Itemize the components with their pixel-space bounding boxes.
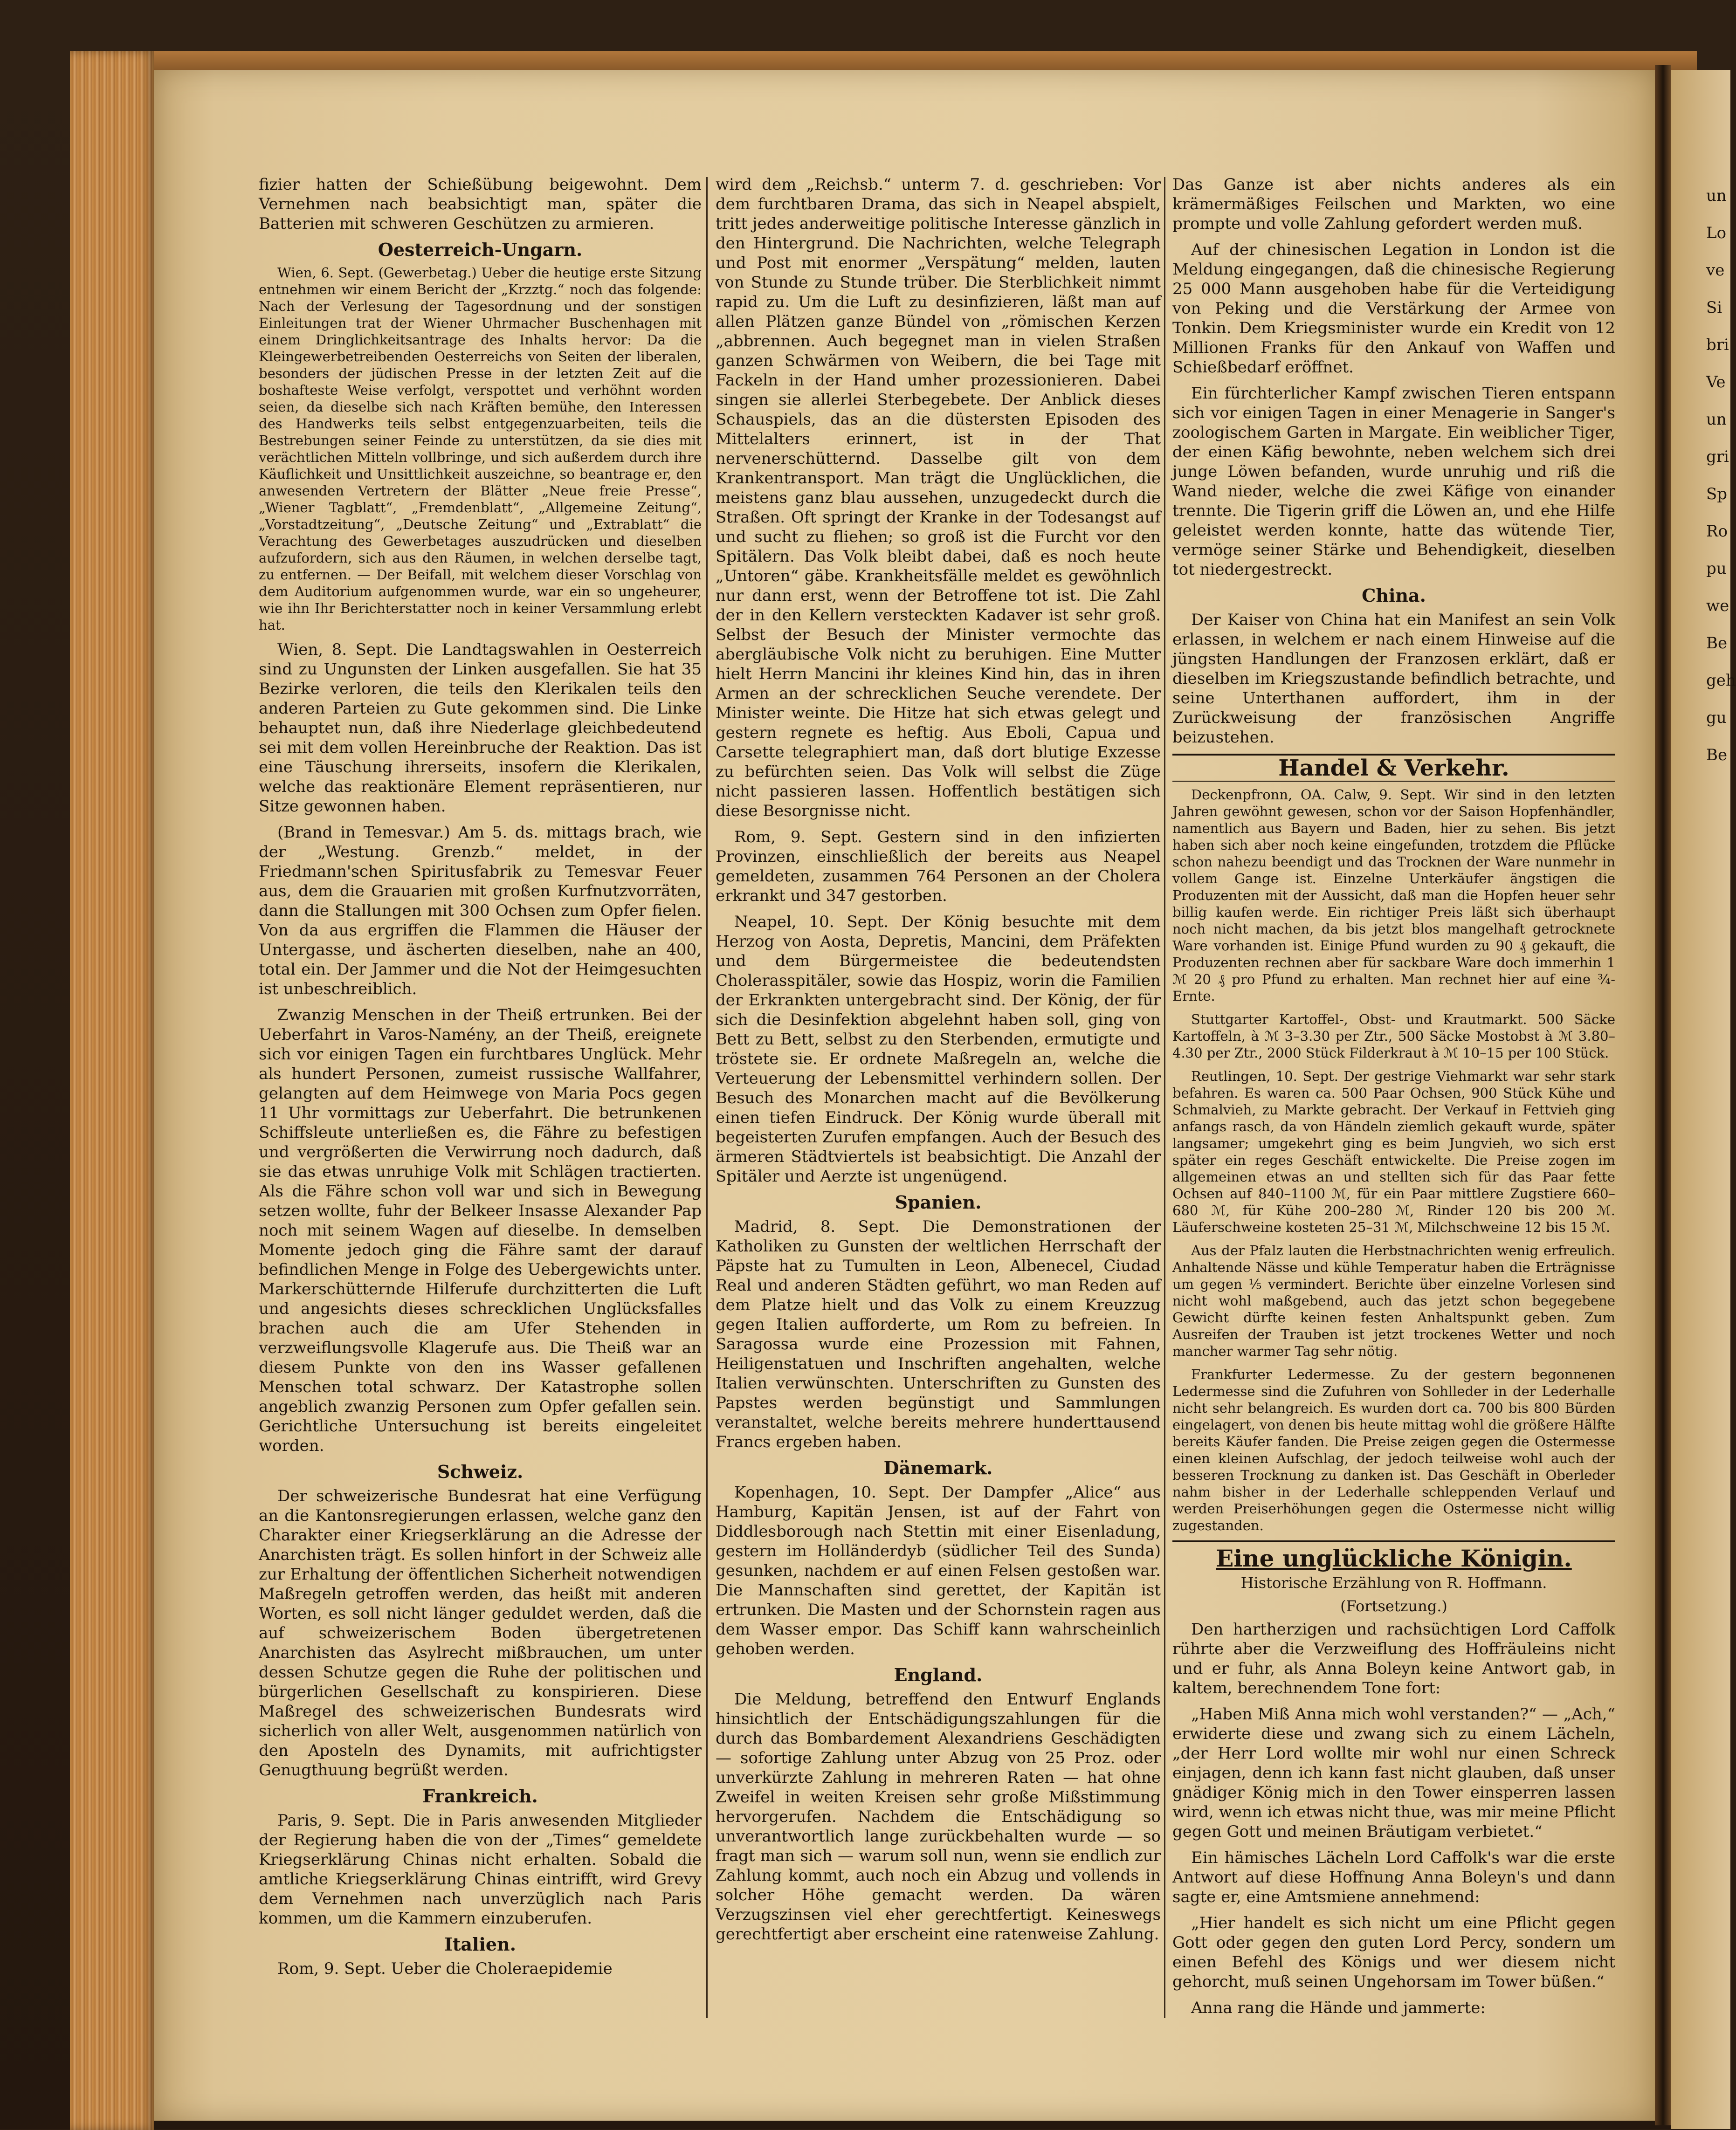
column-1 xyxy=(259,175,702,1985)
next-page-fragment: Ro xyxy=(1706,522,1728,541)
next-page-fragment: Sp xyxy=(1706,485,1728,503)
article-text: Paris, 9. Sept. Die in Paris anwesenden Mitglieder der Regierung haben die von der „Times“ gemeldete Kriegserklärung Chinas nicht erhalten. Sobald die amtliche Kriegserklärung Chinas eintrifft, wird Grevy dem Vernehmen nach unverzüglich nach Paris kommen, um die Kammern einzuberufen. xyxy=(259,1811,702,1928)
next-page-text-fragments xyxy=(1706,177,1736,774)
next-page-fragment: bri xyxy=(1706,336,1729,354)
market-report: Deckenpfronn, OA. Calw, 9. Sept. Wir sind in den letzten Jahren gewöhnt gewesen, schon vor der Saison Hopfenhändler, namentlich aus Bayern und Baden, hier zu sehen. Bis jetzt haben sich aber noch keine eingefunden, trotzdem die Pflücke schon nahezu beendigt und das Trocknen der Ware nunmehr in vollem Gange ist. Einzelne Unterkäufer ängstigen die Produzenten mit der Aussicht, daß man die Hopfen heuer sehr billig kaufen werde. Ein richtiger Preis läßt sich überhaupt noch nicht machen, da bis jetzt blos mangelhaft getrocknete Ware vorhanden ist. Einige Pfund wurden zu 90 ₰ gekauft, die Produzenten rechnen aber für sackbare Ware doch immerhin 1 ℳ 20 ₰ pro Pfund zu erhalten. Man rechnet hier auf eine ¾-Ernte. xyxy=(1172,787,1615,1004)
article-text: Wien, 6. Sept. (Gewerbetag.) Ueber die heutige erste Sitzung entnehmen wir einem Bericht der „Krzztg.“ noch das folgende: Nach der Verlesung der Tagesordnung und der sonstigen Einleitungen trat der Wiener Uhrmacher Buschenhagen mit einem Dringlichkeitsantrage des Inhalts hervor: Da die Kleingewerbetreibenden Oesterreichs von Seiten der liberalen, besonders der jüdischen Presse in der letzten Zeit auf die boshafteste Weise verfolgt, verspottet und verhöhnt worden seien, da dieselbe sich nach Kräften bemühe, den Interessen des Handwerks teils selbst entgegenzuarbeiten, teils die Bestrebungen seiner Feinde zu unterstützen, da sie dies mit verächtlichen Mitteln vollbringe, und sich außerdem durch ihre Käuflichkeit und Unsittlichkeit auszeichne, so beantrage er, den anwesenden Vertretern der Blätter „Neue freie Presse“, „Wiener Tagblatt“, „Fremdenblatt“, „Allgemeine Zeitung“, „Vorstadtzeitung“, „Deutsche Zeitung“ und „Extrablatt“ die Verachtung des Gewerbetages auszudrücken und dieselben aufzufordern, sich aus den Räumen, in welchen derselbe tagt, zu entfernen. — Der Beifall, mit welchem dieser Vorschlag von dem Auditorium aufgenommen wurde, war ein so ungeheurer, wie ihn Ihr Berichterstatter noch in keiner Versammlung erlebt hat. xyxy=(259,265,702,633)
article-text: Ein fürchterlicher Kampf zwischen Tieren entspann sich vor einigen Tagen in einer Menagerie in Sanger's zoologischem Garten in Margate. Ein weiblicher Tiger, der einen Käfig bewohnte, neben welchem sich drei junge Löwen befanden, wurde unruhig und riß die Wand nieder, welche die zwei Käfige von einander trennte. Die Tigerin griff die Löwen an, und ehe Hilfe geleistet werden konnte, hatte das wütende Tier, vermöge seiner Stärke und Behendigkeit, dieselben tot niedergestreckt. xyxy=(1172,384,1615,579)
book-gutter xyxy=(1655,65,1671,2125)
market-report: Reutlingen, 10. Sept. Der gestrige Viehmarkt war sehr stark befahren. Es waren ca. 500 Paar Ochsen, 900 Stück Kühe und Schmalvieh, zu Markte gebracht. Der Verkauf in Fettvieh ging anfangs rasch, da von Händeln ziemlich gekauft wurde, später langsamer; umgekehrt ging es beim Jungvieh, wo sich erst später ein reges Geschäft entwickelte. Die Preise zogen im allgemeinen etwas an und stellten sich für das Paar fette Ochsen auf 840–1100 ℳ, für ein Paar mittlere Zugstiere 660–680 ℳ, für Kühe 200–280 ℳ, Rinder 120 bis 200 ℳ. Läuferschweine kosteten 25–31 ℳ, Milchschweine 12 bis 15 ℳ. xyxy=(1172,1068,1615,1235)
article-text: wird dem „Reichsb.“ unterm 7. d. geschrieben: Vor dem furchtbaren Drama, das sich in Neapel abspielt, tritt jedes anderweitige politische Interesse gänzlich in den Hintergrund. Die Nachrichten, welche Telegraph und Post mit enormer „Verspätung“ melden, lauten von Stunde zu Stunde trüber. Die Sterblichkeit nimmt rapid zu. Um die Luft zu desinfizieren, läßt man auf allen Plätzen ganze Bündel von „römischen Kerzen „abbrennen. Auch begegnet man in vielen Straßen ganzen Schwärmen von Weibern, die bei Tage mit Fackeln in der Hand umher prozessionieren. Dabei singen sie allerlei Sterbegebete. Der Anblick dieses Schauspiels, das an die düstersten Episoden des Mittelalters erinnert, ist in der That nervenerschütternd. Dasselbe gilt von dem Krankentransport. Man trägt die Unglücklichen, die meistens ganz blau aussehen, unzugedeckt durch die Straßen. Oft springt der Kranke in der Todesangst auf und sucht zu fliehen; so groß ist die Furcht vor den Spitälern. Das Volk bleibt dabei, daß es noch heute „Untoren“ gäbe. Krankheitsfälle meldet es gewöhnlich nur dann erst, wenn der Betroffene tot ist. Die Zahl der in den Kellern versteckten Kadaver ist sehr groß. Selbst der Besuch der Minister vermochte das abergläubische Volk nicht zu beruhigen. Eine Mutter hielt Herrn Mancini ihr kleines Kind hin, das in ihren Armen an der schrecklichen Seuche verendete. Der Minister weinte. Die Hitze hat sich etwas gelegt und gestern regnete es heftig. Aus Eboli, Capua und Carsette telegraphiert man, daß dort blutige Exzesse zu befürchten seien. Das Volk will selbst die Züge nicht passieren lassen. Hoffentlich bestätigen sich diese Besorgnisse nicht. xyxy=(716,175,1161,820)
serial-story-title: Eine unglückliche Königin. xyxy=(1172,1540,1615,1568)
article-text: Die Meldung, betreffend den Entwurf Englands hinsichtlich der Entschädigungszahlungen für die durch das Bombardement Alexandriens Geschädigten — sofortige Zahlung unter Abzug von 25 Proz. oder unverkürzte Zahlung in mehreren Raten — hat ohne Zweifel in weiten Kreisen sehr große Mißstimmung hervorgerufen. Nachdem die Entschädigung so unverantwortlich lange zurückbehalten wurde — so fragt man sich — warum soll nun, wenn sie endlich zur Zahlung kommt, auch noch ein Abzug und vollends in solcher Höhe gemacht werden. Da wären Verzugszinsen viel eher gerechtfertigt. Keineswegs gerechtfertigt aber erscheint eine ratenweise Zahlung. xyxy=(716,1690,1161,1944)
section-heading-china: China. xyxy=(1362,585,1426,606)
next-page-fragment: Si xyxy=(1706,298,1722,317)
article-text: fizier hatten der Schießübung beigewohnt. Dem Vernehmen nach beabsichtigt man, später die Batterien mit schweren Geschützen zu armieren. xyxy=(259,175,702,233)
market-report: Frankfurter Ledermesse. Zu der gestern begonnenen Ledermesse sind die Zufuhren von Sohlleder in der Lederhalle nicht sehr belangreich. Es wurden dort ca. 700 bis 800 Bürden eingelagert, von denen bis heute mittag wohl die größere Hälfte bereits Käufer fanden. Die Preise zeigen gegen die Ostermesse einen kleinen Aufschlag, der jedoch teilweise wohl auch der besseren Trocknung zu danken ist. Das Geschäft in Oberleder nahm bisher in der Lederhalle schleppenden Verlauf und werden Preiserhöhungen gegen die Ostermesse nicht willig zugestanden. xyxy=(1172,1367,1615,1533)
story-text: Anna rang die Hände und jammerte: xyxy=(1191,1999,1486,2017)
story-text: „Haben Miß Anna mich wohl verstanden?“ — „Ach,“ erwiderte diese und zwang sich zu einem Lächeln, „der Herr Lord wollte mir wohl nur einen Schreck einjagen, denn ich kann fast nicht glauben, daß unser gnädiger König mich in den Tower einsperren lassen wird, wenn ich etwas nicht thue, was mir meine Pflicht gegen Gott und meinen Bräutigam verbietet.“ xyxy=(1172,1705,1615,1841)
next-page-fragment: Lo xyxy=(1706,224,1727,242)
column-3 xyxy=(1172,175,1615,2024)
column-2 xyxy=(716,175,1161,1951)
serial-story-byline: Historische Erzählung von R. Hoffmann. xyxy=(1240,1574,1547,1592)
article-text: Rom, 9. Sept. Gestern sind in den infizierten Provinzen, einschließlich der bereits aus Neapel gemeldeten, zusammen 764 Personen an der Cholera erkrankt und 347 gestorben. xyxy=(716,828,1161,905)
section-heading-france: Frankreich. xyxy=(422,1786,538,1807)
section-heading-switzerland: Schweiz. xyxy=(437,1461,524,1482)
next-page-fragment: un xyxy=(1706,186,1727,205)
article-text: Auf der chinesischen Legation in London ist die Meldung eingegangen, daß die chinesische Regierung 25 000 Mann ausgehoben habe für die Verteidigung von Peking und die Verstärkung der Armee von Tonkin. Dem Kriegsminister wurde ein Kredit von 12 Millionen Franks für den Ankauf von Waffen und Schießbedarf eröffnet. xyxy=(1172,240,1615,377)
article-text: Madrid, 8. Sept. Die Demonstrationen der Katholiken zu Gunsten der weltlichen Herrschaft der Päpste hat zu Tumulten in Leon, Albenecel, Ciudad Real und anderen Städten geführt, wo man Reden auf dem Platze hielt und das Volk zu einem Kreuzzug gegen Italien aufforderte, um Rom zu befreien. In Saragossa wurde eine Prozession mit Fahnen, Heiligenstatuen und Inschriften angehalten, welche Italien verwünschten. Unterschriften zu Gunsten des Papstes werden begünstigt und Sammlungen veranstaltet, welche bereits mehrere hunderttausend Francs ergeben haben. xyxy=(716,1217,1161,1451)
column-rule-1 xyxy=(706,177,708,2018)
article-text: Kopenhagen, 10. Sept. Der Dampfer „Alice“ aus Hamburg, Kapitän Jensen, ist auf der Fahrt von Diddlesborough nach Stettin mit einer Eisenladung, gestern im Holländerdyb (südlicher Teil des Sunda) gesunken, nachdem er auf einen Felsen gestoßen war. Die Mannschaften sind gerettet, der Kapitän ist ertrunken. Die Masten und der Schornstein ragen aus dem Wasser empor. Das Schiff kann wahrscheinlich gehoben werden. xyxy=(716,1483,1161,1658)
story-text: „Hier handelt es sich nicht um eine Pflicht gegen Gott oder gegen den guten Lord Percy, sondern um einen Befehl des Königs und wer diesem nicht gehorcht, muß seinen Ungehorsam im Tower büßen.“ xyxy=(1172,1914,1615,1991)
next-page-fragment: pu xyxy=(1706,559,1727,578)
section-heading-commerce: Handel & Verkehr. xyxy=(1172,754,1615,782)
next-page-fragment: gu xyxy=(1706,708,1727,727)
article-text: Zwanzig Menschen in der Theiß ertrunken. Bei der Ueberfahrt in Varos-Namény, an der Theiß, ereignete sich vor einigen Tagen ein furchtbares Unglück. Mehr als hundert Personen, zumeist russische Wallfahrer, gelangten auf dem Heimwege von Maria Pocs gegen 11 Uhr vormittags zur Ueberfahrt. Die betrunkenen Schiffsleute unterließen es, die Fähre zu befestigen und vergrößerten die Verwirrung noch dadurch, daß sie das etwas unruhige Volk mit Schlägen tractierten. Als die Fähre schon voll war und sich in Bewegung setzen wollte, fuhr der Belkeer Insasse Alexander Pap noch mit seinem Wagen auf dieselbe. In demselben Momente jedoch ging die Fähre samt der darauf befindlichen Menge in Folge des Uebergewichts unter. Markerschütternde Hilferufe durchzitterten die Luft und angesichts dieses schrecklichen Unglücksfalles brachen auch die am Ufer Stehenden in verzweiflungsvolle Klagerufe aus. Die Theiß war an diesem Punkte von den ins Wasser gefallenen Menschen total schwarz. Der Katastrophe sollen angeblich zwanzig Personen zum Opfer gefallen sein. Gerichtliche Untersuchung ist bereits eingeleitet worden. xyxy=(259,1006,702,1455)
article-text: Wien, 8. Sept. Die Landtagswahlen in Oesterreich sind zu Ungunsten der Linken ausgefallen. Sie hat 35 Bezirke verloren, die teils den Klerikalen teils den anderen Parteien zu Gute gekommen sind. Die Linke behauptet nun, daß ihre Niederlage gleichbedeutend sei mit dem vollen Hereinbruche der Reaktion. Das ist eine Täuschung ihrerseits, insofern die Klerikalen, welche das reaktionäre Element repräsentieren, nur Sitze gewonnen haben. xyxy=(259,640,702,816)
story-text: Den hartherzigen und rachsüchtigen Lord Caffolk rührte aber die Verzweiflung des Hoffräuleins nicht und er fuhr, als Anna Boleyn keine Antwort gab, in kaltem, berechnendem Tone fort: xyxy=(1172,1620,1615,1697)
serial-story-continuation: (Fortsetzung.) xyxy=(1340,1597,1447,1615)
section-heading-england: England. xyxy=(894,1664,983,1685)
next-page-fragment: geh xyxy=(1706,671,1736,690)
section-heading-austria: Oesterreich-Ungarn. xyxy=(378,239,583,260)
next-page-fragment: Be xyxy=(1706,746,1728,764)
article-text: Das Ganze ist aber nichts anderes als ein krämermäßiges Feilschen und Markten, wo eine prompte und volle Zahlung gefordert werden muß. xyxy=(1172,175,1615,233)
book-top-edge xyxy=(70,51,1697,70)
next-page-fragment: we xyxy=(1706,597,1729,615)
next-page-fragment: gri xyxy=(1706,447,1729,466)
section-heading-italy: Italien. xyxy=(444,1934,516,1955)
column-rule-2 xyxy=(1164,177,1165,2018)
market-report: Aus der Pfalz lauten die Herbstnachrichten wenig erfreulich. Anhaltende Nässe und kühle Temperatur haben die Erträgnisse um gegen ⅕ vermindert. Berichte über einzelne Vorlesen sind nicht wohl maßgebend, auch das jetzt schon begegebene Gewicht dürfte keinen festen Anhaltspunkt geben. Zum Ausreifen der Trauben ist jetzt trockenes Wetter und noch mancher warmer Tag sehr nötig. xyxy=(1172,1243,1615,1359)
market-report: Stuttgarter Kartoffel-, Obst- und Krautmarkt. 500 Säcke Kartoffeln, à ℳ 3–3.30 per Ztr., 500 Säcke Mostobst à ℳ 3.80–4.30 per Ztr., 2000 Stück Filderkraut à ℳ 10–15 per 100 Stück. xyxy=(1172,1011,1615,1061)
article-text: Der schweizerische Bundesrat hat eine Verfügung an die Kantonsregierungen erlassen, welche ganz den Charakter einer Kriegserklärung an die Adresse der Anarchisten trägt. Es sollen hinfort in der Schweiz alle zur Erhaltung der öffentlichen Sicherheit notwendigen Maßregeln getroffen werden, das heißt mit anderen Worten, es soll nicht länger geduldet werden, daß die auf schweizerischem Boden übergetretenen Anarchisten das Asylrecht mißbrauchen, um unter dessen Schutze gegen die Ruhe der politischen und bürgerlichen Gesellschaft zu konspirieren. Diese Maßregel des schweizerischen Bundesrats wird sicherlich von aller Welt, ausgenommen natürlich von den Aposteln des Dynamits, mit aufrichtigster Genugthuung begrüßt werden. xyxy=(259,1487,702,1780)
next-page-fragment: ve xyxy=(1706,261,1725,280)
section-heading-denmark: Dänemark. xyxy=(883,1457,993,1478)
article-text: Rom, 9. Sept. Ueber die Choleraepidemie xyxy=(277,1959,613,1978)
next-page-fragment: un xyxy=(1706,410,1727,429)
article-text: Neapel, 10. Sept. Der König besuchte mit dem Herzog von Aosta, Depretis, Mancini, dem Präfekten und dem Bürgermeistee die bedeutendsten Cholerasspitäler, sowie das Hospiz, worin die Familien der Erkrankten untergebracht sind. Der König, der für sich die Desinfektion abgelehnt haben soll, ging von Bett zu Bett, selbst zu den Sterbenden, ermutigte und tröstete sie. Er ordnete Maßregeln an, welche die Verteuerung der Lebensmittel verhindern sollen. Der Besuch des Monarchen macht auf die Bevölkerung einen tiefen Eindruck. Der König wurde überall mit begeisterten Zurufen empfangen. Auch der Besuch des ärmeren Städtviertels ist beabsichtigt. Die Anzahl der Spitäler und Aerzte ist ungenügend. xyxy=(716,913,1161,1186)
article-text: (Brand in Temesvar.) Am 5. ds. mittags brach, wie der „Westung. Grenzb.“ meldet, in der Friedmann'schen Spiritusfabrik zu Temesvar Feuer aus, dem die Grauarien mit großen Kurfnutzvorräten, dann die Stallungen mit 300 Ochsen zum Opfer fielen. Von da aus ergriffen die Flammen die Häuser der Untergasse, und äscherten dieselben, nahe an 400, total ein. Der Jammer und die Not der Heimgesuchten ist unbeschreiblich. xyxy=(259,823,702,998)
next-page-fragment: Be xyxy=(1706,634,1728,653)
section-heading-spain: Spanien. xyxy=(895,1192,982,1213)
article-text: Der Kaiser von China hat ein Manifest an sein Volk erlassen, in welchem er nach einem Hinweise auf die jüngsten Handlungen der Franzosen erklärt, daß er dieselben im Kriegszustande befindlich betrachte, und seine Unterthanen auffordert, ihm in der Zurückweisung der französischen Angriffe beizustehen. xyxy=(1172,611,1615,747)
story-text: Ein hämisches Lächeln Lord Caffolk's war die erste Antwort auf diese Hoffnung Anna Boleyn's und dann sagte er, eine Amtsmiene annehmend: xyxy=(1172,1848,1615,1906)
book-page-edges xyxy=(70,51,154,2130)
next-page-fragment: Ve xyxy=(1706,373,1726,392)
